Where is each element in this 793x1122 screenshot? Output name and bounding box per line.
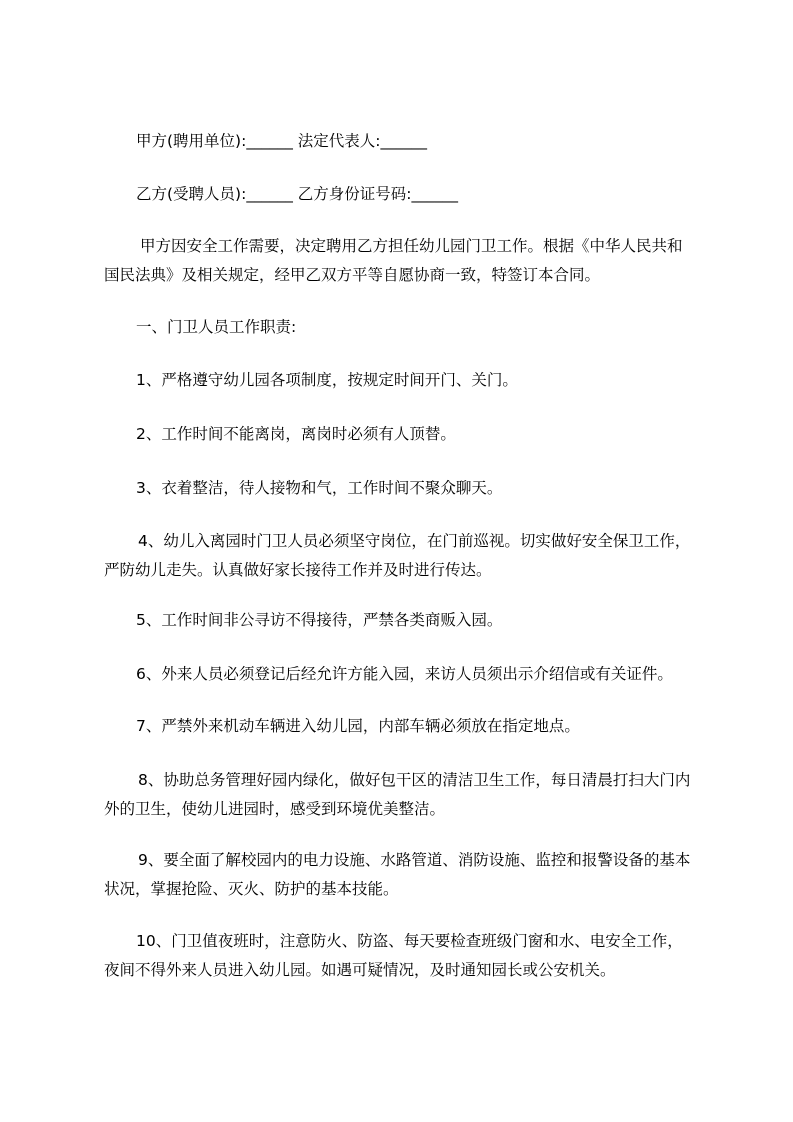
duty-item-6 (104, 660, 704, 689)
duty-item-1 (104, 366, 704, 395)
duty-item-9-line-1: 9、要全面了解校园内的电力设施、水路管道、消防设施、监控和报警设备的基本 (138, 851, 691, 869)
duty-item-9 (104, 846, 704, 904)
duty-item-7 (104, 712, 704, 741)
party-b-line (104, 180, 704, 209)
party-b-text: 乙方(受聘人员):______ 乙方身份证号码:______ (136, 185, 458, 203)
duty-item-2-line-1: 2、工作时间不能离岗，离岗时必须有人顶替。 (136, 425, 456, 443)
duty-item-9-line-2: 状况，掌握抢险、灭火、防护的基本技能。 (104, 880, 399, 898)
duty-item-3-line-1: 3、衣着整洁，待人接物和气，工作时间不聚众聊天。 (136, 479, 503, 497)
duty-item-10 (104, 927, 704, 985)
section-1-title-text: 一、门卫人员工作职责: (136, 318, 297, 336)
duty-item-3 (104, 474, 704, 503)
duty-item-4 (104, 527, 704, 585)
duty-item-2 (104, 420, 704, 449)
duty-item-8-line-1: 8、协助总务管理好园内绿化，做好包干区的清洁卫生工作，每日清晨打扫大门内 (138, 771, 691, 789)
duty-item-1-line-1: 1、严格遵守幼儿园各项制度，按规定时间开门、关门。 (136, 371, 518, 389)
intro-line-1: 甲方因安全工作需要，决定聘用乙方担任幼儿园门卫工作。根据《中华人民共和 (140, 237, 683, 255)
duty-item-10-line-1: 10、门卫值夜班时，注意防火、防盗、每天要检查班级门窗和水、电安全工作， (136, 932, 683, 950)
duty-item-4-line-1: 4、幼儿入离园时门卫人员必须坚守岗位，在门前巡视。切实做好安全保卫工作， (138, 532, 691, 550)
party-a-line (104, 127, 704, 156)
duty-item-8 (104, 766, 704, 824)
duty-item-7-line-1: 7、严禁外来机动车辆进入幼儿园，内部车辆必须放在指定地点。 (136, 717, 580, 735)
intro-line-2: 国民法典》及相关规定，经甲乙双方平等自愿协商一致，特签订本合同。 (104, 266, 601, 284)
party-a-text: 甲方(聘用单位):______ 法定代表人:______ (136, 132, 427, 150)
duty-item-4-line-2: 严防幼儿走失。认真做好家长接待工作并及时进行传达。 (104, 561, 492, 579)
duty-item-6-line-1: 6、外来人员必须登记后经允许方能入园，来访人员须出示介绍信或有关证件。 (136, 665, 673, 683)
duty-item-5 (104, 606, 704, 635)
duty-item-10-line-2: 夜间不得外来人员进入幼儿园。如遇可疑情况，及时通知园长或公安机关。 (104, 961, 616, 979)
duty-item-5-line-1: 5、工作时间非公寻访不得接待，严禁各类商贩入园。 (136, 611, 503, 629)
intro-paragraph (104, 232, 704, 290)
section-1-title (104, 313, 704, 342)
duty-item-8-line-2: 外的卫生，使幼儿进园时，感受到环境优美整洁。 (104, 800, 446, 818)
